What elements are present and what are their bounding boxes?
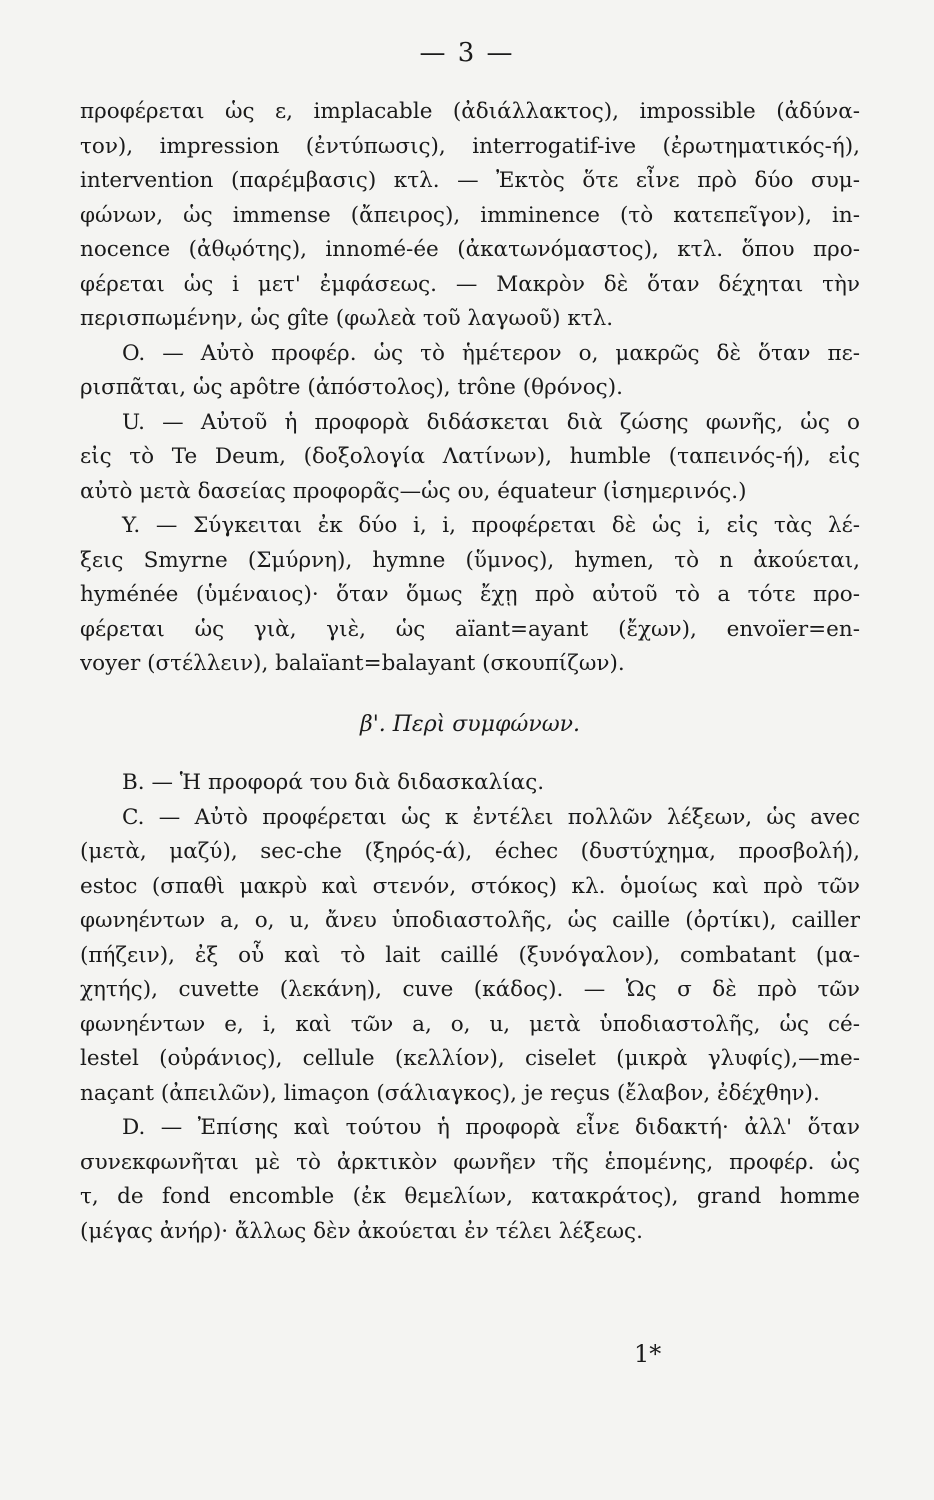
text-line: nocence (ἀθῳότης), innomé-ée (ἀκατωνόμαστος), κτλ. ὅπου προ- [80,237,860,262]
text-line: Y. — Σύγκειται ἐκ δύο i, i, προφέρεται δὲ ὡς i, εἰς τὰς λέ- [122,513,860,538]
paragraph-d [80,1111,860,1249]
text-line: φέρεται ὡς i μετ' ἐμφάσεως. — Μακρὸν δὲ ὅταν δέχηται τὴν [80,271,860,297]
text-line: περισπωμένην, ὡς gîte (φωλεὰ τοῦ λαγωοῦ) κτλ. [80,306,614,331]
section-heading: β'. Περὶ συμφώνων. [359,711,580,737]
text-line: lestel (οὐράνιος), cellule (κελλίον), ciselet (μικρὰ γλυφίς),—me- [80,1046,860,1071]
text-line: φωνηέντων a, o, u, ἄνευ ὑποδιαστολῆς, ὡς caille (ὀρτίκι), cailler [80,908,860,933]
paragraph-u [80,406,860,510]
text-line: D. — Ἐπίσης καὶ τούτου ἡ προφορὰ εἶνε διδακτή· ἀλλ' ὅταν [122,1115,860,1140]
text-line: προφέρεται ὡς ε, implacable (ἀδιάλλακτος), impossible (ἀδύνα- [80,99,860,124]
text-line: φέρεται ὡς γιὰ, γιὲ, ὡς aïant=ayant (ἔχων), envoïer=en- [80,616,860,642]
page-number: — 3 — [419,38,515,68]
text-line: αὐτὸ μετὰ δασείας προφορᾶς—ὡς ου, équateur (ἰσημερινός.) [80,478,747,504]
text-line: (μέγας ἀνήρ)· ἄλλως δὲν ἀκούεται ἐν τέλει λέξεως. [80,1218,643,1244]
text-line: U. — Αὐτοῦ ἡ προφορὰ διδάσκεται διὰ ζώσης φωνῆς, ὡς ο [122,409,860,435]
paragraph-e-continued [80,95,860,337]
text-line: hyménée (ὑμέναιος)· ὅταν ὅμως ἔχῃ πρὸ αὐτοῦ τὸ a τότε προ- [80,582,860,607]
text-line: (μετὰ, μαζύ), sec-che (ξηρός-ά), échec (δυστύχημα, προσβολή), [80,839,860,864]
body-text [80,95,860,1249]
text-line: τον), impression (ἐντύπωσις), interrogatif-ive (ἐρωτηματικός-ή), [80,133,860,159]
text-line: estoc (σπαθὶ μακρὺ καὶ στενόν, στόκος) κλ. ὁμοίως καὶ πρὸ τῶν [80,873,860,899]
text-line: χητής), cuvette (λεκάνη), cuve (κάδος). — Ὡς σ δὲ πρὸ τῶν [80,977,860,1002]
signature-mark: 1* [634,1340,662,1368]
text-line: (πήζειν), ἐξ οὗ καὶ τὸ lait caillé (ξυνόγαλον), combatant (μα- [80,942,860,968]
text-line: εἰς τὸ Te Deum, (δοξολογία Λατίνων), humble (ταπεινός-ή), εἰς [80,444,860,469]
text-line: O. — Αὐτὸ προφέρ. ὡς τὸ ἡμέτερον ο, μακρῶς δὲ ὅταν πε- [122,340,860,366]
paragraph-b [80,766,860,801]
text-line: intervention (παρέμβασις) κτλ. — Ἐκτὸς ὅτε εἶνε πρὸ δύο συμ- [80,168,860,193]
text-line: B. — Ἡ προφορά του διὰ διδασκαλίας. [122,770,545,795]
text-line: φωνηέντων e, i, καὶ τῶν a, o, u, μετὰ ὑποδιαστολῆς, ὡς cé- [80,1011,860,1037]
text-line: ξεις Smyrne (Σμύρνη), hymne (ὕμνος), hymen, τὸ n ἀκούεται, [80,547,860,573]
paragraph-y [80,509,860,682]
paragraph-o [80,337,860,406]
text-line: τ, de fond encomble (ἐκ θεμελίων, κατακράτος), grand homme [80,1184,860,1209]
text-line: συνεκφωνῆται μὲ τὸ ἀρκτικὸν φωνῆεν τῆς ἑπομένης, προφέρ. ὡς [80,1149,860,1175]
text-line: voyer (στέλλειν), balaïant=balayant (σκουπίζων). [80,651,625,676]
text-line: C. — Αὐτὸ προφέρεται ὡς κ ἐντέλει πολλῶν λέξεων, ὡς avec [122,804,860,830]
text-line: ρισπᾶται, ὡς apôtre (ἀπόστολος), trône (θρόνος). [80,375,623,400]
paragraph-c [80,801,860,1112]
text-line: φώνων, ὡς immense (ἄπειρος), imminence (τὸ κατεπεῖγον), in- [80,202,860,228]
text-line: naçant (ἀπειλῶν), limaçon (σάλιαγκος), je reçus (ἔλαβον, ἐδέχθην). [80,1080,820,1106]
